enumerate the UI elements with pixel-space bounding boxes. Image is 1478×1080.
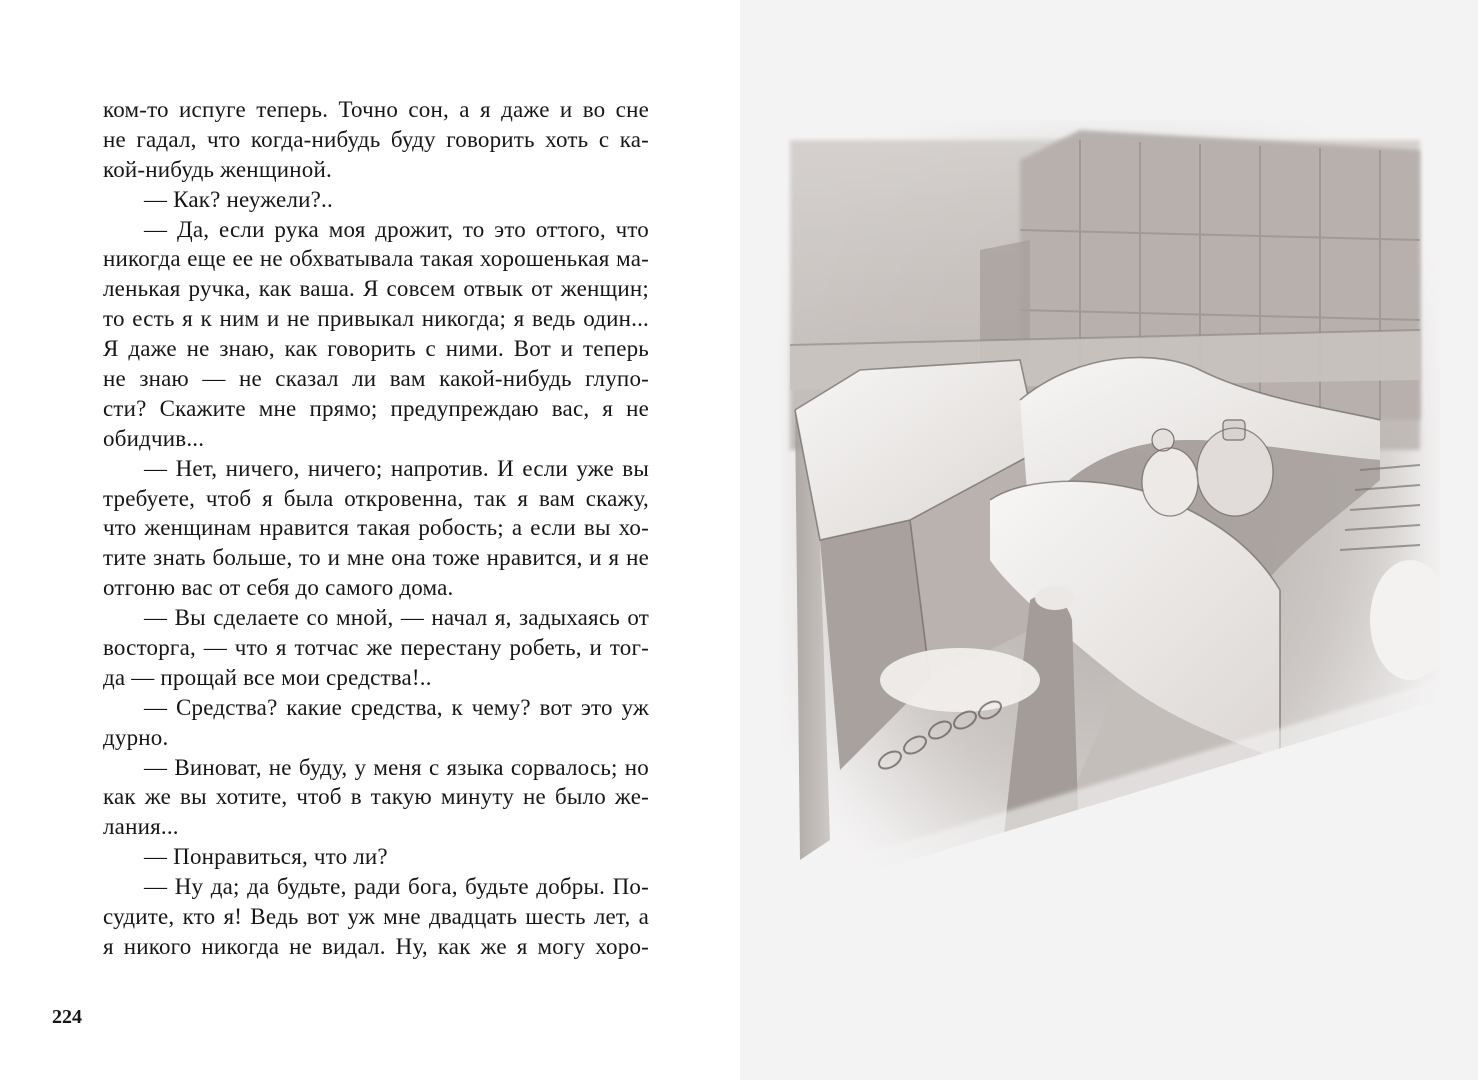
text-line: требуете, чтоб я была откровенна, так я вам скажу,	[103, 485, 649, 511]
text-line: — Как? неужели?..	[144, 186, 333, 212]
text-line: кой-нибудь женщиной.	[103, 156, 332, 182]
text-line: — Средства? какие средства, к чему? вот это уж	[144, 694, 649, 720]
text-line: — Нет, ничего, ничего; напротив. И если уже вы	[144, 455, 649, 481]
text-line: — Виноват, не буду, у меня с языка сорвалось; но	[144, 754, 649, 780]
text-line: ленькая ручка, как ваша. Я совсем отвык от женщин;	[103, 276, 649, 302]
text-line: то есть я к ним и не привыкал никогда; я ведь один...	[103, 306, 649, 332]
text-line: сти? Скажите мне прямо; предупреждаю вас, я не	[103, 395, 649, 421]
pencil-illustration	[780, 120, 1440, 900]
text-line: — Понравиться, что ли?	[144, 844, 388, 870]
text-line: — Да, если рука моя дрожит, то это оттого, что	[144, 216, 649, 242]
text-line: дурно.	[103, 724, 169, 750]
body-text	[103, 95, 649, 962]
text-line: что женщинам нравится такая робость; а если вы хо-	[103, 515, 649, 541]
text-line: не знаю — не сказал ли вам какой-нибудь глупо-	[103, 366, 649, 392]
text-line: обидчив...	[103, 425, 205, 451]
text-line: — Вы сделаете со мной, — начал я, задыхаясь от	[144, 605, 649, 631]
text-line: не гадал, что когда-нибудь буду говорить хоть с ка-	[103, 126, 649, 152]
text-line: я никого никогда не видал. Ну, как же я могу хоро-	[103, 933, 649, 959]
text-line: тите знать больше, то и мне она тоже нравится, и я не	[103, 545, 649, 571]
text-line: отгоню вас от себя до самого дома.	[103, 575, 454, 601]
text-line: судите, кто я! Ведь вот уж мне двадцать шесть лет, а	[103, 904, 649, 930]
text-line: как же вы хотите, чтоб в такую минуту не было же-	[103, 784, 649, 810]
text-line: — Ну да; да будьте, ради бога, будьте добры. По-	[144, 874, 649, 900]
text-line: никогда еще ее не обхватывала такая хорошенькая ма-	[103, 246, 649, 272]
text-line: лания...	[103, 814, 179, 840]
text-line: ком-то испуге теперь. Точно сон, а я даже и во сне	[103, 97, 649, 122]
page-number: 224	[52, 1006, 82, 1028]
text-line: Я даже не знаю, как говорить с ними. Вот и теперь	[103, 336, 649, 362]
text-line: восторга, — что я тотчас же перестану робеть, и тог-	[103, 635, 649, 661]
text-line: да — прощай все мои средства!..	[103, 664, 432, 690]
